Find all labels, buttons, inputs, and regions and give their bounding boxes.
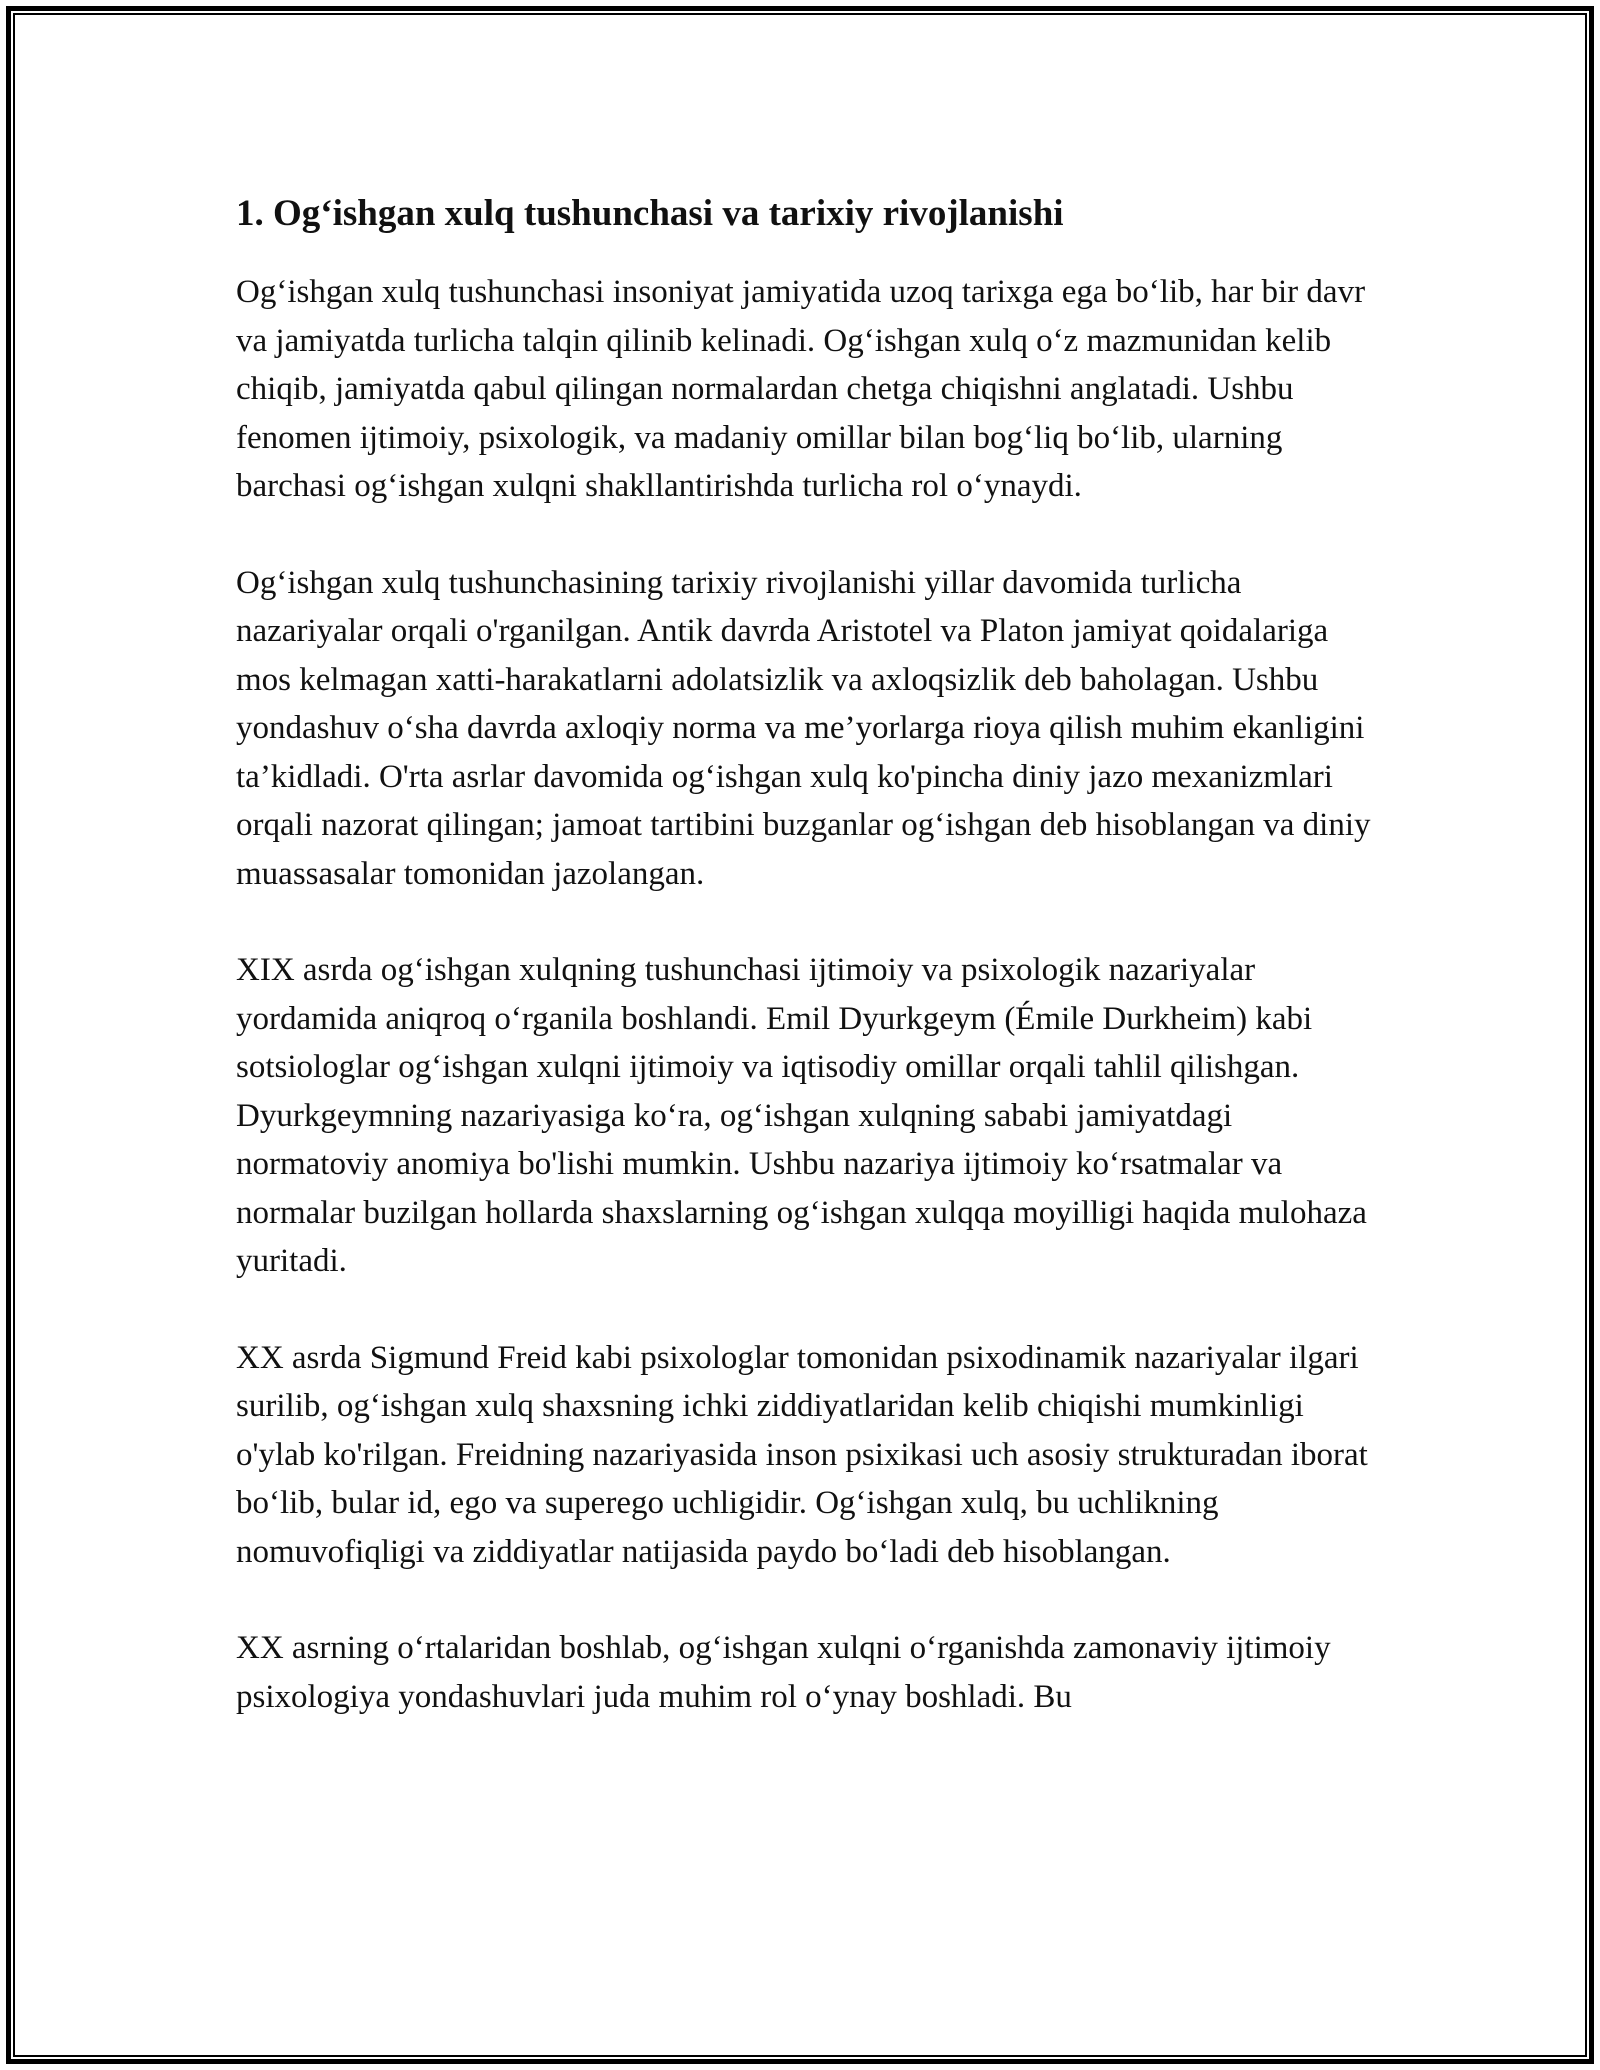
- document-body: [236, 186, 1371, 1769]
- paragraph-4: XX asrda Sigmund Freid kabi psixologlar tomonidan psixodinamik nazariyalar ilgari surilib, og‘ishgan xulq shaxsning ichki ziddiyatlaridan kelib chiqishi mumkinligi o'ylab ko'rilgan. Freidning nazariyasida inson psixikasi uch asosiy strukturadan iborat bo‘lib, bular id, ego va superego uchligidir. Og‘ishgan xulq, bu uchlikning nomuvofiqligi va ziddiyatlar natijasida paydo bo‘ladi deb hisoblangan.: [236, 1339, 1368, 1570]
- paragraph-3: XIX asrda og‘ishgan xulqning tushunchasi ijtimoiy va psixologik nazariyalar yordamida aniqroq o‘rganila boshlandi. Emil Dyurkgeym (Émile Durkheim) kabi sotsiologlar og‘ishgan xulqni ijtimoiy va iqtisodiy omillar orqali tahlil qilishgan. Dyurkgeymning nazariyasiga ko‘ra, og‘ishgan xulqning sababi jamiyatdagi normatoviy anomiya bo'lishi mumkin. Ushbu nazariya ijtimoiy ko‘rsatmalar va normalar buzilgan hollarda shaxslarning og‘ishgan xulqqa moyilligi haqida mulohaza yuritadi.: [236, 952, 1367, 1279]
- paragraph-1: Og‘ishgan xulq tushunchasi insoniyat jamiyatida uzoq tarixga ega bo‘lib, har bir davr va jamiyatda turlicha talqin qilinib kelinadi. Og‘ishgan xulq o‘z mazmunidan kelib chiqib, jamiyatda qabul qilingan normalardan chetga chiqishni anglatadi. Ushbu fenomen ijtimoiy, psixologik, va madaniy omillar bilan bog‘liq bo‘lib, ularning barchasi og‘ishgan xulqni shakllantirishda turlicha rol o‘ynaydi.: [236, 274, 1366, 504]
- paragraph-2: Og‘ishgan xulq tushunchasining tarixiy rivojlanishi yillar davomida turlicha nazariyalar orqali o'rganilgan. Antik davrda Aristotel va Platon jamiyat qoidalariga mos kelmagan xatti-harakatlarni adolatsizlik va axloqsizlik deb baholagan. Ushbu yondashuv o‘sha davrda axloqiy norma va me’yorlarga rioya qilish muhim ekanligini ta’kidladi. O'rta asrlar davomida og‘ishgan xulq ko'pincha diniy jazo mexanizmlari orqali nazorat qilingan; jamoat tartibini buzganlar og‘ishgan deb hisoblangan va diniy muassasalar tomonidan jazolangan.: [236, 564, 1371, 892]
- section-title: 1. Og‘ishgan xulq tushunchasi va tarixiy rivojlanishi: [236, 193, 1064, 234]
- paragraph-5: XX asrning o‘rtalaridan boshlab, og‘ishgan xulqni o‘rganishda zamonaviy ijtimoiy psixologiya yondashuvlari juda muhim rol o‘ynay boshladi. Bu: [236, 1630, 1331, 1715]
